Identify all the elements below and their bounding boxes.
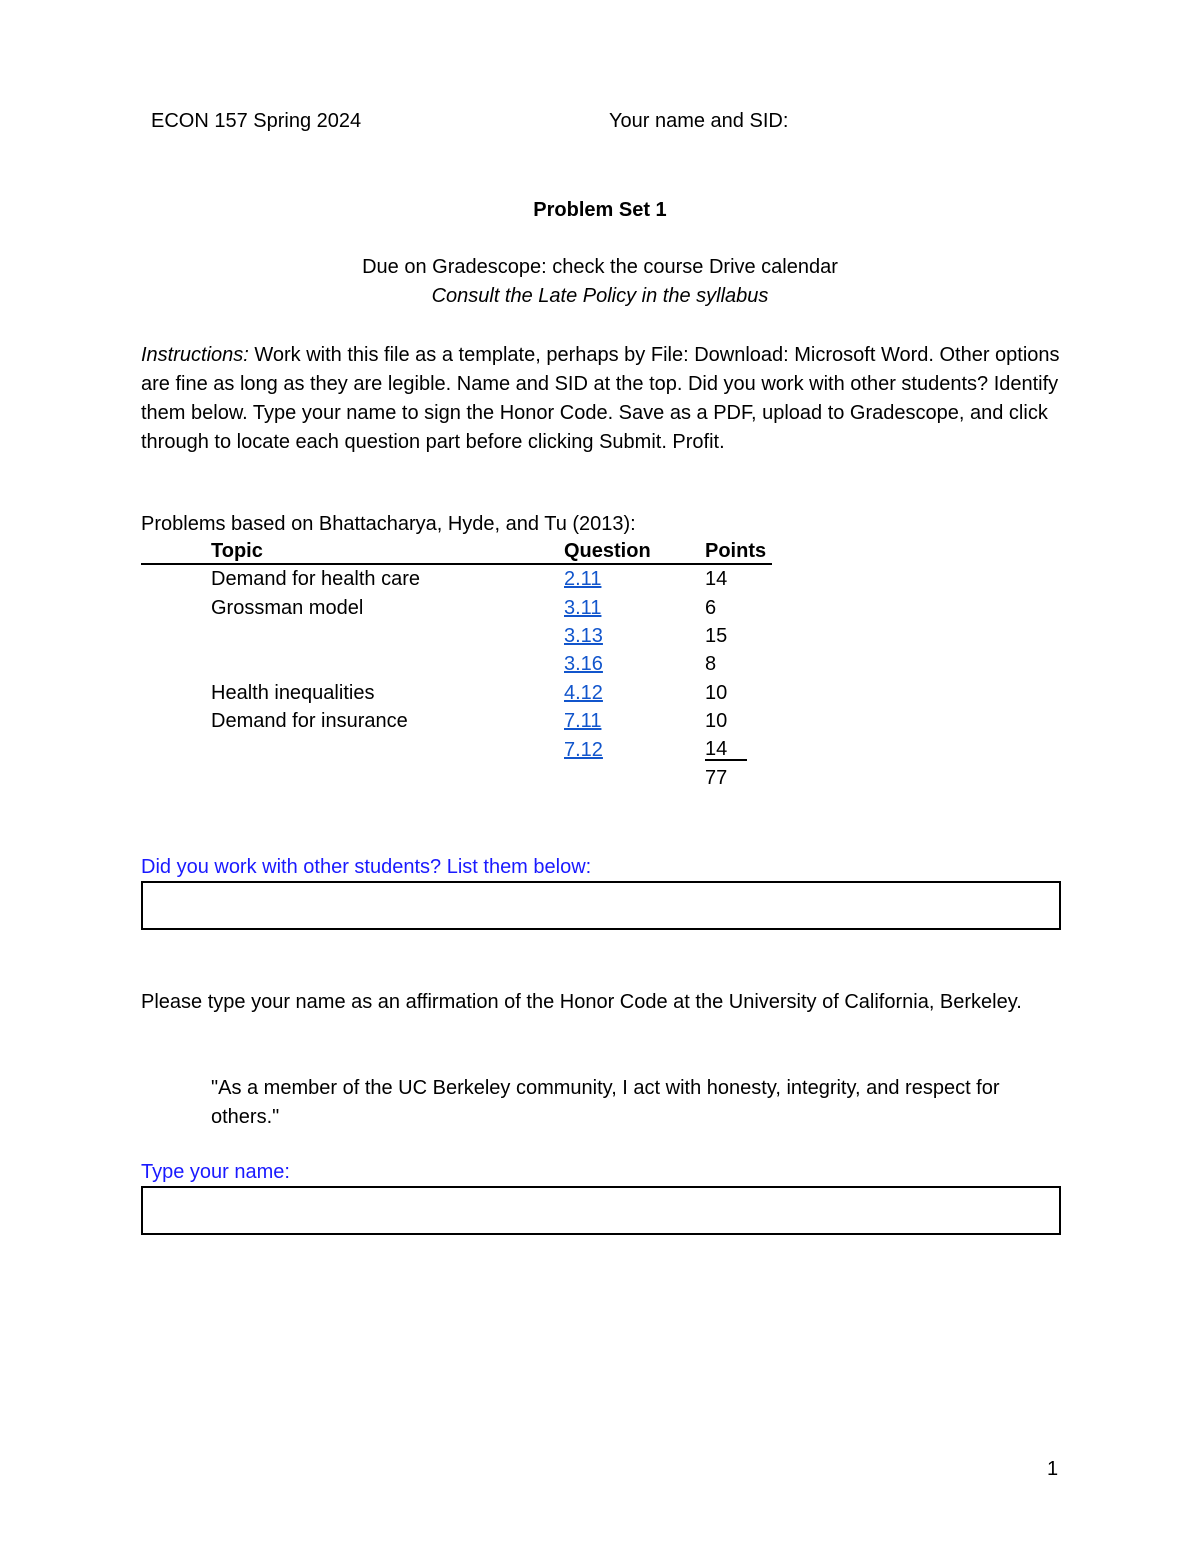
instructions-label: Instructions: bbox=[141, 344, 249, 366]
points-cell bbox=[705, 735, 772, 763]
due-line: Due on Gradescope: check the course Drive calendar bbox=[362, 256, 838, 278]
points-cell: 10 bbox=[705, 710, 728, 733]
table-row bbox=[141, 622, 772, 650]
last-points-underlined: 14 bbox=[705, 739, 747, 761]
question-cell bbox=[564, 679, 705, 707]
topic-cell: Demand for health care bbox=[211, 568, 421, 591]
total-row bbox=[141, 764, 772, 792]
points-cell: 8 bbox=[705, 653, 717, 676]
instructions-text: Work with this file as a template, perhaps by File: Download: Microsoft Word. Other options are fine as long as they are legible. Name and SID at the top. Did you work with other students? Identify them below. Type your name to sign the Honor Code. Save as a PDF, upload to Gradescope, and click through to locate each question part before clicking Submit. Profit. bbox=[141, 344, 1060, 453]
question-cell bbox=[564, 735, 705, 763]
honor-code-text: Please type your name as an affirmation of the Honor Code at the University of California, Berkeley. bbox=[141, 991, 1022, 1013]
question-link[interactable]: 7.11 bbox=[564, 710, 602, 733]
question-cell bbox=[564, 650, 705, 678]
name-input-box[interactable] bbox=[141, 1186, 1061, 1235]
topic-cell bbox=[211, 622, 564, 650]
points-cell: 14 bbox=[705, 568, 728, 591]
question-link[interactable]: 4.12 bbox=[564, 681, 603, 704]
question-link[interactable]: 2.11 bbox=[564, 568, 602, 591]
problems-intro: Problems based on Bhattacharya, Hyde, and Tu (2013): bbox=[141, 513, 636, 535]
topic-cell: Demand for insurance bbox=[211, 710, 408, 733]
page-number: 1 bbox=[1047, 1458, 1059, 1480]
topic-cell: Health inequalities bbox=[211, 681, 375, 704]
table-row bbox=[141, 593, 772, 621]
question-cell bbox=[564, 564, 705, 593]
header-question: Question bbox=[564, 539, 705, 564]
header-spacer bbox=[141, 539, 211, 564]
table-row bbox=[141, 564, 772, 593]
problems-table bbox=[141, 539, 772, 792]
collaborators-input-box[interactable] bbox=[141, 881, 1061, 930]
table-row bbox=[141, 650, 772, 678]
instructions-paragraph bbox=[141, 341, 1066, 457]
points-cell: 6 bbox=[705, 596, 717, 619]
topic-cell bbox=[211, 650, 564, 678]
collaborators-label: Did you work with other students? List them below: bbox=[141, 856, 592, 878]
table-row bbox=[141, 707, 772, 735]
question-cell bbox=[564, 622, 705, 650]
late-policy-note: Consult the Late Policy in the syllabus bbox=[431, 285, 769, 307]
question-link[interactable]: 3.16 bbox=[564, 653, 603, 676]
question-link[interactable]: 3.11 bbox=[564, 596, 602, 619]
problems-table-header bbox=[141, 539, 772, 564]
topic-cell: Grossman model bbox=[211, 596, 364, 619]
course-title: ECON 157 Spring 2024 bbox=[151, 110, 362, 132]
points-cell: 15 bbox=[705, 624, 728, 647]
points-cell: 10 bbox=[705, 681, 728, 704]
question-cell bbox=[564, 707, 705, 735]
table-row bbox=[141, 735, 772, 763]
header-points: Points bbox=[705, 539, 772, 564]
type-name-label: Type your name: bbox=[141, 1161, 290, 1183]
page-title: Problem Set 1 bbox=[533, 199, 667, 221]
question-link[interactable]: 7.12 bbox=[564, 738, 603, 761]
points-total: 77 bbox=[705, 766, 728, 789]
topic-cell bbox=[211, 735, 564, 763]
header-topic: Topic bbox=[211, 539, 564, 564]
table-row bbox=[141, 679, 772, 707]
honor-code-quote: "As a member of the UC Berkeley community, I act with honesty, integrity, and respect for others." bbox=[211, 1077, 1000, 1128]
question-cell bbox=[564, 593, 705, 621]
question-link[interactable]: 3.13 bbox=[564, 624, 603, 647]
name-sid-label: Your name and SID: bbox=[609, 110, 789, 132]
